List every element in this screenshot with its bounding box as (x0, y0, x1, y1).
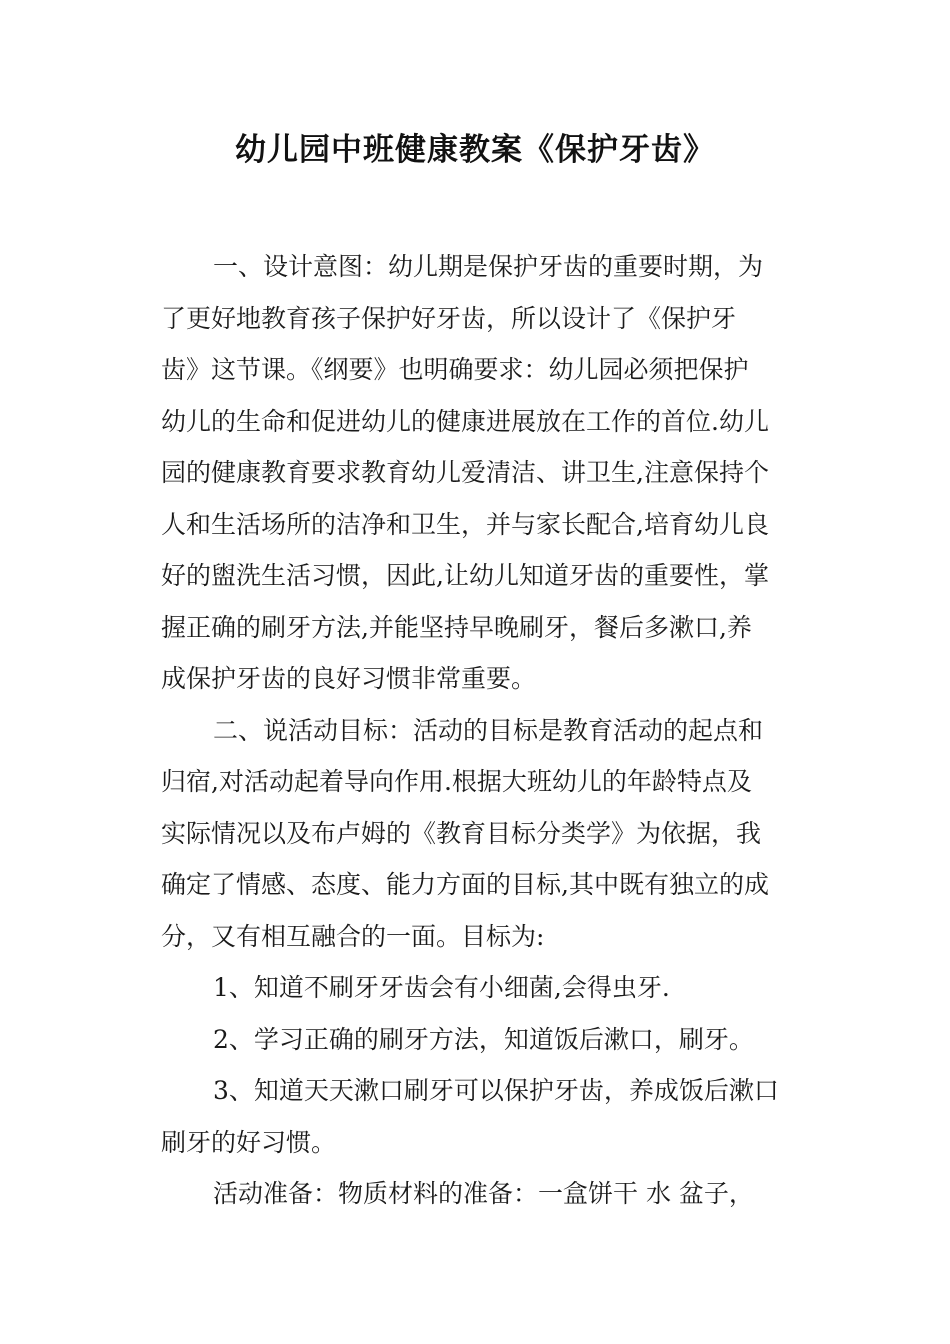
paragraph-line: 了更好地教育孩子保护好牙齿，所以设计了《保护牙 (161, 303, 737, 333)
paragraph-line: 握正确的刷牙方法,并能坚持早晚刷牙，餐后多漱口,养 (161, 612, 752, 642)
paragraph-line: 实际情况以及布卢姆的《教育目标分类学》为依据，我 (161, 818, 762, 848)
paragraph-line: 活动准备：物质材料的准备：一盒饼干 水 盆子， (213, 1179, 754, 1208)
paragraph-line: 幼儿的生命和促进幼儿的健康进展放在工作的首位.幼儿 (161, 406, 769, 436)
document-body (161, 241, 791, 1220)
paragraph-line: 刷牙的好习惯。 (161, 1127, 337, 1157)
paragraph-line: 好的盥洗生活习惯，因此,让幼儿知道牙齿的重要性，掌 (161, 561, 769, 590)
paragraph-line: 二、说活动目标：活动的目标是教育活动的起点和 (213, 715, 764, 745)
document-title: 幼儿园中班健康教案《保护牙齿》 (235, 132, 715, 168)
paragraph-line: 人和生活场所的洁净和卫生，并与家长配合,培育幼儿良 (161, 509, 769, 539)
paragraph-line: 归宿,对活动起着导向作用.根据大班幼儿的年龄特点及 (161, 767, 752, 796)
paragraph-line: 成保护牙齿的良好习惯非常重要。 (161, 664, 537, 693)
paragraph-line: 分，又有相互融合的一面。目标为: (161, 921, 545, 951)
paragraph-line: 园的健康教育要求教育幼儿爱清洁、讲卫生,注意保持个 (161, 458, 769, 487)
paragraph-line: 确定了情感、态度、能力方面的目标,其中既有独立的成 (161, 870, 769, 899)
list-item-objective-3: 3、知道天天漱口刷牙可以保护牙齿，养成饭后漱口 (213, 1076, 779, 1105)
paragraph-line: 一、设计意图：幼儿期是保护牙齿的重要时期，为 (213, 252, 764, 281)
list-item-objective-1: 1、知道不刷牙牙齿会有小细菌,会得虫牙. (213, 973, 670, 1002)
list-item-objective-2: 2、学习正确的刷牙方法，知道饭后漱口，刷牙。 (213, 1024, 754, 1054)
paragraph-line: 齿》这节课。《纲要》也明确要求：幼儿园必须把保护 (161, 355, 749, 384)
